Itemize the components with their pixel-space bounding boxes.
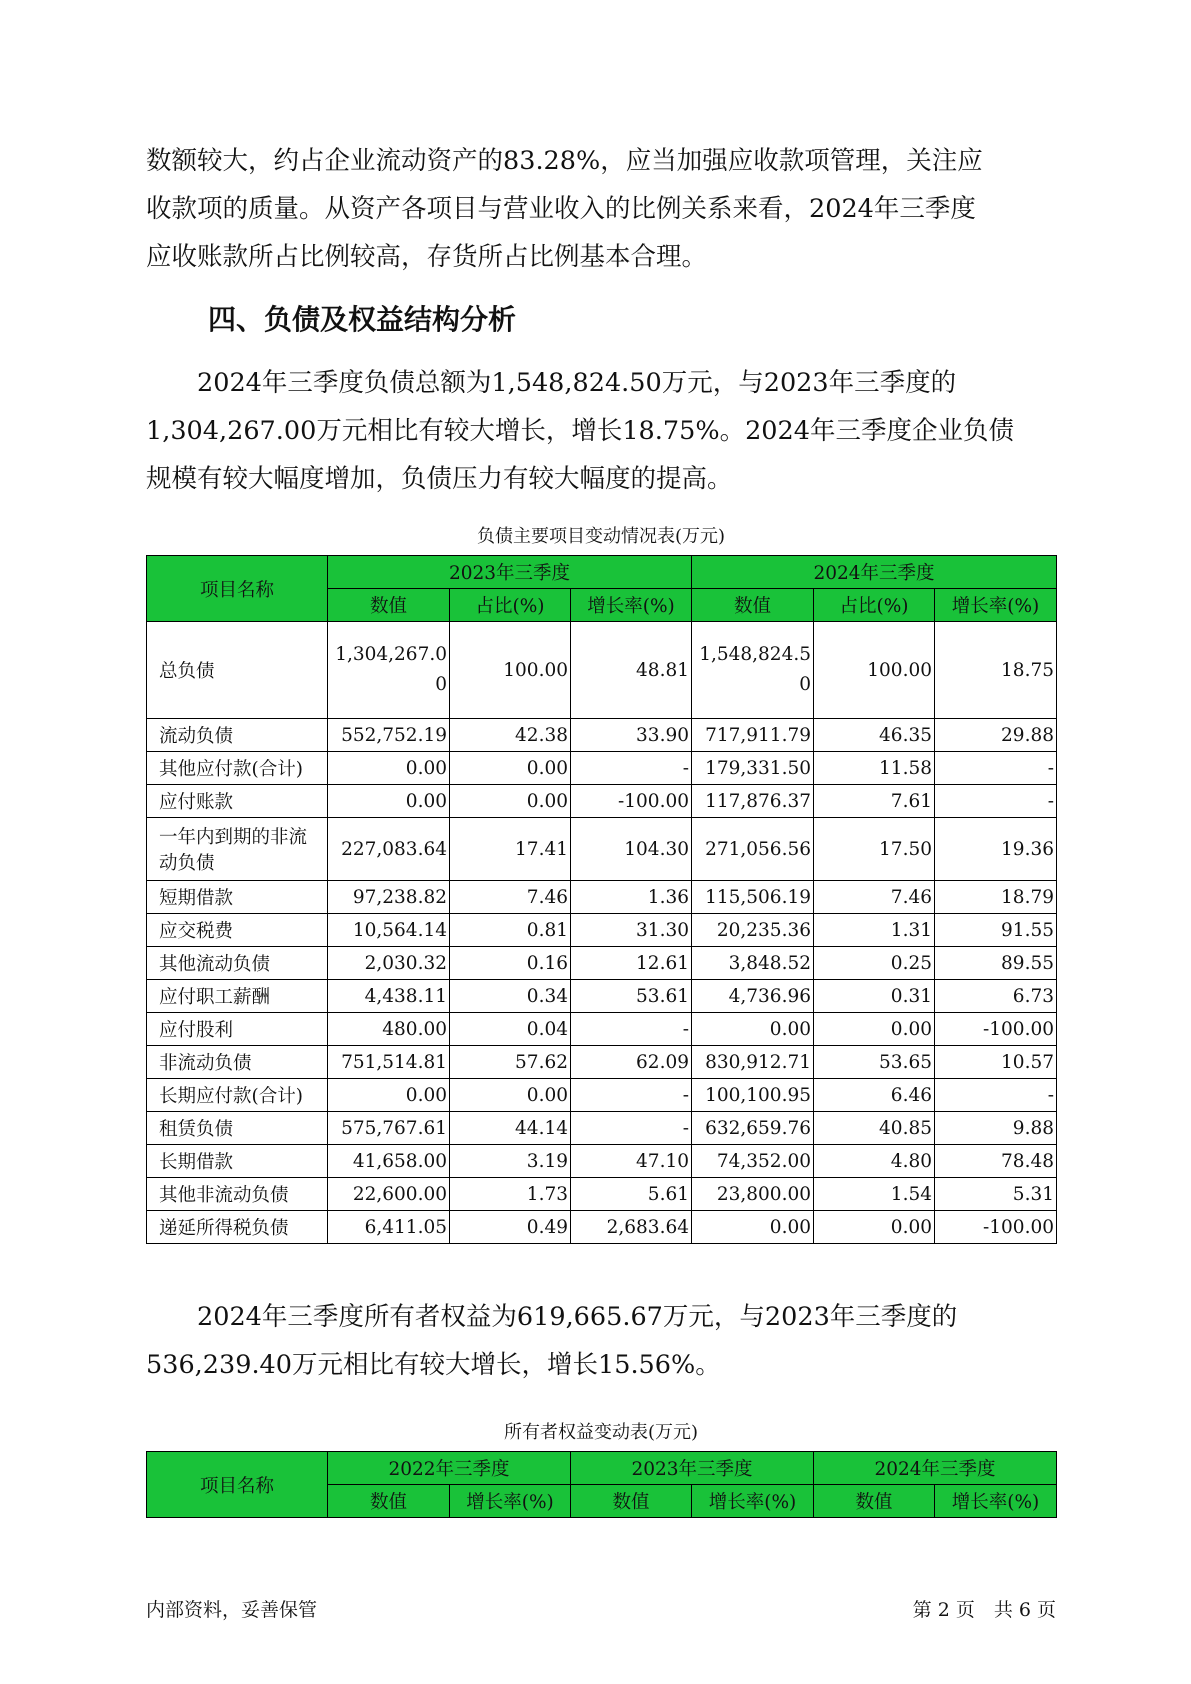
row-label: 其他非流动负债 xyxy=(147,1178,328,1211)
table-cell: 0.00 xyxy=(450,752,571,785)
table-cell: 47.10 xyxy=(571,1145,692,1178)
table-cell: 44.14 xyxy=(450,1112,571,1145)
row-label: 应付账款 xyxy=(147,785,328,818)
column-header: 增长率(%) xyxy=(692,1485,814,1518)
table-cell: 0.49 xyxy=(450,1211,571,1244)
table-cell: 0.81 xyxy=(450,914,571,947)
table-row xyxy=(147,1178,1057,1211)
table-cell: 0.00 xyxy=(814,1013,935,1046)
liability-table xyxy=(146,555,1057,1244)
table-cell: - xyxy=(935,752,1057,785)
table-cell: 97,238.82 xyxy=(328,881,450,914)
column-header: 增长率(%) xyxy=(935,589,1057,622)
table-cell: 29.88 xyxy=(935,719,1057,752)
table-cell: 48.81 xyxy=(571,622,692,719)
row-label: 递延所得税负债 xyxy=(147,1211,328,1244)
table-cell: 42.38 xyxy=(450,719,571,752)
table-cell: 10,564.14 xyxy=(328,914,450,947)
table-cell: 0.00 xyxy=(328,752,450,785)
table-cell: 11.58 xyxy=(814,752,935,785)
table-cell: 41,658.00 xyxy=(328,1145,450,1178)
table-cell: 3.19 xyxy=(450,1145,571,1178)
table-cell: 46.35 xyxy=(814,719,935,752)
table-cell: 751,514.81 xyxy=(328,1046,450,1079)
footer-confidential-note: 内部资料，妥善保管 xyxy=(146,1599,318,1621)
table-cell: 0.00 xyxy=(450,785,571,818)
column-header: 占比(%) xyxy=(814,589,935,622)
table-cell: 632,659.76 xyxy=(692,1112,814,1145)
table-cell: 575,767.61 xyxy=(328,1112,450,1145)
table-cell: 5.31 xyxy=(935,1178,1057,1211)
table-cell: 0.16 xyxy=(450,947,571,980)
table-cell: 830,912.71 xyxy=(692,1046,814,1079)
liability-table-body xyxy=(147,622,1057,1244)
table-cell: - xyxy=(571,752,692,785)
table-cell: 6,411.05 xyxy=(328,1211,450,1244)
liability-table-caption: 负债主要项目变动情况表(万元) xyxy=(476,526,726,547)
table-cell: 20,235.36 xyxy=(692,914,814,947)
column-header: 数值 xyxy=(328,589,450,622)
table-cell: 100.00 xyxy=(450,622,571,719)
table-cell: 7.46 xyxy=(450,881,571,914)
column-header: 数值 xyxy=(328,1485,450,1518)
table-cell: 1,304,267.00 xyxy=(328,622,450,719)
table-cell: 18.75 xyxy=(935,622,1057,719)
table-cell: 1.36 xyxy=(571,881,692,914)
table-cell: 0.00 xyxy=(328,1079,450,1112)
table-cell: 1,548,824.50 xyxy=(692,622,814,719)
text-line: 536,239.40万元相比有较大增长，增长15.56%。 xyxy=(146,1350,721,1380)
table-cell: - xyxy=(571,1079,692,1112)
table-cell: 4.80 xyxy=(814,1145,935,1178)
table-cell: - xyxy=(935,1079,1057,1112)
table-row xyxy=(147,752,1057,785)
row-label: 长期借款 xyxy=(147,1145,328,1178)
row-label: 非流动负债 xyxy=(147,1046,328,1079)
table-cell: 0.31 xyxy=(814,980,935,1013)
table-cell: -100.00 xyxy=(935,1211,1057,1244)
table-cell: 1.73 xyxy=(450,1178,571,1211)
text-line: 数额较大，约占企业流动资产的83.28%，应当加强应收款项管理，关注应 xyxy=(146,146,983,176)
period-header: 2022年三季度 xyxy=(328,1452,571,1485)
table-cell: 53.65 xyxy=(814,1046,935,1079)
table-cell: 227,083.64 xyxy=(328,818,450,881)
text-line: 1,304,267.00万元相比有较大增长，增长18.75%。2024年三季度企业负债 xyxy=(146,416,1014,446)
table-cell: 10.57 xyxy=(935,1046,1057,1079)
table-cell: 5.61 xyxy=(571,1178,692,1211)
table-cell: 104.30 xyxy=(571,818,692,881)
column-header: 增长率(%) xyxy=(450,1485,571,1518)
table-cell: 40.85 xyxy=(814,1112,935,1145)
equity-table-caption: 所有者权益变动表(万元) xyxy=(503,1422,699,1443)
table-cell: 89.55 xyxy=(935,947,1057,980)
table-cell: 6.46 xyxy=(814,1079,935,1112)
column-header: 数值 xyxy=(814,1485,935,1518)
table-cell: 0.04 xyxy=(450,1013,571,1046)
table-cell: 4,438.11 xyxy=(328,980,450,1013)
row-label: 应付股利 xyxy=(147,1013,328,1046)
row-label: 其他流动负债 xyxy=(147,947,328,980)
table-cell: 552,752.19 xyxy=(328,719,450,752)
table-cell: -100.00 xyxy=(935,1013,1057,1046)
table-cell: 57.62 xyxy=(450,1046,571,1079)
table-cell: 179,331.50 xyxy=(692,752,814,785)
table-cell: 117,876.37 xyxy=(692,785,814,818)
table-cell: 9.88 xyxy=(935,1112,1057,1145)
row-label: 一年内到期的非流动负债 xyxy=(147,818,328,881)
table-cell: 74,352.00 xyxy=(692,1145,814,1178)
table-cell: 0.34 xyxy=(450,980,571,1013)
table-row xyxy=(147,914,1057,947)
table-cell: 78.48 xyxy=(935,1145,1057,1178)
table-cell: 480.00 xyxy=(328,1013,450,1046)
table-cell: -100.00 xyxy=(571,785,692,818)
item-name-header: 项目名称 xyxy=(147,556,328,622)
column-header: 数值 xyxy=(571,1485,692,1518)
table-cell: 2,030.32 xyxy=(328,947,450,980)
table-row xyxy=(147,1079,1057,1112)
table-row xyxy=(147,785,1057,818)
table-cell: 1.31 xyxy=(814,914,935,947)
table-row xyxy=(147,622,1057,719)
equity-table xyxy=(146,1451,1057,1518)
table-cell: 53.61 xyxy=(571,980,692,1013)
period-header: 2024年三季度 xyxy=(814,1452,1057,1485)
table-row xyxy=(147,1013,1057,1046)
table-row xyxy=(147,1112,1057,1145)
table-cell: 7.61 xyxy=(814,785,935,818)
column-header: 增长率(%) xyxy=(571,589,692,622)
table-cell: 4,736.96 xyxy=(692,980,814,1013)
table-row xyxy=(147,1211,1057,1244)
text-line: 2024年三季度所有者权益为619,665.67万元，与2023年三季度的 xyxy=(146,1302,958,1332)
table-cell: 31.30 xyxy=(571,914,692,947)
row-label: 总负债 xyxy=(147,622,328,719)
table-cell: - xyxy=(935,785,1057,818)
column-header: 占比(%) xyxy=(450,589,571,622)
table-cell: 717,911.79 xyxy=(692,719,814,752)
table-cell: 0.00 xyxy=(692,1013,814,1046)
table-row xyxy=(147,1145,1057,1178)
table-cell: 6.73 xyxy=(935,980,1057,1013)
period-header: 2023年三季度 xyxy=(328,556,692,589)
equity-paragraph xyxy=(146,1293,1056,1389)
table-row xyxy=(147,947,1057,980)
period-header: 2023年三季度 xyxy=(571,1452,814,1485)
table-row xyxy=(147,719,1057,752)
intro-paragraph xyxy=(146,137,1056,281)
table-cell: 2,683.64 xyxy=(571,1211,692,1244)
table-cell: 62.09 xyxy=(571,1046,692,1079)
table-cell: - xyxy=(571,1112,692,1145)
row-label: 其他应付款(合计) xyxy=(147,752,328,785)
text-line: 规模有较大幅度增加，负债压力有较大幅度的提高。 xyxy=(146,464,733,494)
table-cell: - xyxy=(571,1013,692,1046)
period-header: 2024年三季度 xyxy=(692,556,1057,589)
text-line: 应收账款所占比例较高，存货所占比例基本合理。 xyxy=(146,242,708,272)
column-header: 数值 xyxy=(692,589,814,622)
row-label: 长期应付款(合计) xyxy=(147,1079,328,1112)
table-cell: 271,056.56 xyxy=(692,818,814,881)
table-cell: 17.41 xyxy=(450,818,571,881)
table-cell: 0.00 xyxy=(328,785,450,818)
table-row xyxy=(147,1046,1057,1079)
table-cell: 0.25 xyxy=(814,947,935,980)
table-cell: 0.00 xyxy=(814,1211,935,1244)
item-name-header: 项目名称 xyxy=(147,1452,328,1518)
table-cell: 115,506.19 xyxy=(692,881,814,914)
table-cell: 17.50 xyxy=(814,818,935,881)
liability-paragraph xyxy=(146,359,1056,503)
footer-page-number: 第 2 页 共 6 页 xyxy=(912,1599,1056,1621)
table-cell: 100.00 xyxy=(814,622,935,719)
row-label: 应付职工薪酬 xyxy=(147,980,328,1013)
row-label: 短期借款 xyxy=(147,881,328,914)
table-cell: 12.61 xyxy=(571,947,692,980)
text-line: 2024年三季度负债总额为1,548,824.50万元，与2023年三季度的 xyxy=(146,368,957,398)
table-cell: 22,600.00 xyxy=(328,1178,450,1211)
table-cell: 100,100.95 xyxy=(692,1079,814,1112)
table-cell: 19.36 xyxy=(935,818,1057,881)
table-cell: 3,848.52 xyxy=(692,947,814,980)
table-cell: 1.54 xyxy=(814,1178,935,1211)
table-row xyxy=(147,881,1057,914)
table-row xyxy=(147,818,1057,881)
table-cell: 33.90 xyxy=(571,719,692,752)
text-line: 收款项的质量。从资产各项目与营业收入的比例关系来看，2024年三季度 xyxy=(146,194,976,224)
table-cell: 18.79 xyxy=(935,881,1057,914)
row-label: 流动负债 xyxy=(147,719,328,752)
table-cell: 7.46 xyxy=(814,881,935,914)
table-cell: 23,800.00 xyxy=(692,1178,814,1211)
section-heading: 四、负债及权益结构分析 xyxy=(208,303,517,336)
table-cell: 0.00 xyxy=(450,1079,571,1112)
table-row xyxy=(147,980,1057,1013)
table-cell: 91.55 xyxy=(935,914,1057,947)
table-cell: 0.00 xyxy=(692,1211,814,1244)
row-label: 应交税费 xyxy=(147,914,328,947)
row-label: 租赁负债 xyxy=(147,1112,328,1145)
column-header: 增长率(%) xyxy=(935,1485,1057,1518)
